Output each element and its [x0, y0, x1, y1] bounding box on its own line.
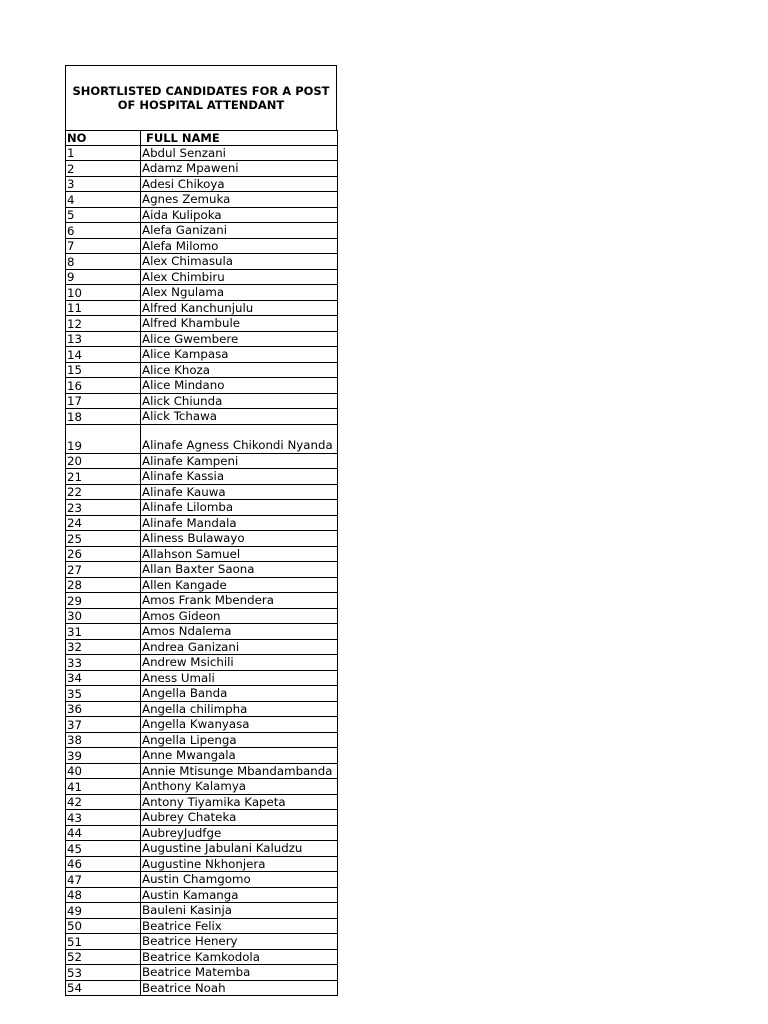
candidate-number: 25	[66, 531, 141, 547]
table-row	[66, 192, 338, 208]
table-row	[66, 347, 338, 363]
candidate-name: Antony Tiyamika Kapeta	[141, 794, 338, 810]
candidate-number: 42	[66, 794, 141, 810]
candidate-name: Aliness Bulawayo	[141, 531, 338, 547]
candidate-name: Alinafe Kassia	[141, 469, 338, 485]
candidate-name: Alice Khoza	[141, 362, 338, 378]
table-row	[66, 763, 338, 779]
candidate-number: 1	[66, 145, 141, 161]
table-row	[66, 701, 338, 717]
candidate-name: Adesi Chikoya	[141, 176, 338, 192]
candidate-name: Agnes Zemuka	[141, 192, 338, 208]
candidate-number: 23	[66, 500, 141, 516]
column-header-no: NO	[66, 131, 141, 146]
candidate-number: 38	[66, 732, 141, 748]
table-row	[66, 378, 338, 394]
table-row	[66, 670, 338, 686]
candidate-number: 14	[66, 347, 141, 363]
candidate-number: 32	[66, 639, 141, 655]
candidate-number: 39	[66, 748, 141, 764]
candidate-name: Amos Gideon	[141, 608, 338, 624]
table-row	[66, 934, 338, 950]
candidate-number: 49	[66, 903, 141, 919]
candidate-name: Alefa Milomo	[141, 238, 338, 254]
candidate-number: 34	[66, 670, 141, 686]
candidate-number: 4	[66, 192, 141, 208]
candidate-name: Alefa Ganizani	[141, 223, 338, 239]
candidate-name: Alfred Khambule	[141, 316, 338, 332]
candidate-name: Alinafe Kampeni	[141, 453, 338, 469]
table-row	[66, 285, 338, 301]
candidate-number: 18	[66, 409, 141, 425]
table-row	[66, 531, 338, 547]
table-row	[66, 717, 338, 733]
table-row	[66, 949, 338, 965]
candidate-name: Bauleni Kasinja	[141, 903, 338, 919]
table-row	[66, 469, 338, 485]
candidate-number: 30	[66, 608, 141, 624]
table-row	[66, 254, 338, 270]
table-row	[66, 546, 338, 562]
candidate-name: Amos Frank Mbendera	[141, 593, 338, 609]
candidate-name: Angella Banda	[141, 686, 338, 702]
candidate-name: Amos Ndalema	[141, 624, 338, 640]
candidate-number: 37	[66, 717, 141, 733]
candidate-name: Allahson Samuel	[141, 546, 338, 562]
candidate-number: 2	[66, 161, 141, 177]
candidate-name: Aubrey Chateka	[141, 810, 338, 826]
candidate-number: 27	[66, 562, 141, 578]
table-row	[66, 161, 338, 177]
candidate-name: Angella Lipenga	[141, 732, 338, 748]
table-row	[66, 965, 338, 981]
table-row	[66, 238, 338, 254]
candidate-number: 52	[66, 949, 141, 965]
candidate-name: Andrea Ganizani	[141, 639, 338, 655]
candidate-number: 24	[66, 515, 141, 531]
candidate-number: 21	[66, 469, 141, 485]
candidate-number: 45	[66, 841, 141, 857]
candidate-number: 50	[66, 918, 141, 934]
table-row	[66, 593, 338, 609]
candidate-name: Alinafe Agness Chikondi Nyanda	[141, 424, 338, 453]
candidate-number: 8	[66, 254, 141, 270]
candidate-number: 11	[66, 300, 141, 316]
candidate-number: 46	[66, 856, 141, 872]
candidate-number: 12	[66, 316, 141, 332]
table-row	[66, 316, 338, 332]
candidate-number: 41	[66, 779, 141, 795]
candidate-number: 29	[66, 593, 141, 609]
table-body	[66, 145, 338, 996]
table-row	[66, 794, 338, 810]
candidate-name: Alinafe Lilomba	[141, 500, 338, 516]
candidate-name: Augustine Nkhonjera	[141, 856, 338, 872]
candidate-number: 48	[66, 887, 141, 903]
table-row	[66, 393, 338, 409]
candidate-number: 53	[66, 965, 141, 981]
table-row	[66, 300, 338, 316]
candidate-name: Alinafe Mandala	[141, 515, 338, 531]
table-row	[66, 562, 338, 578]
candidate-number: 16	[66, 378, 141, 394]
candidate-number: 44	[66, 825, 141, 841]
candidate-name: Alick Tchawa	[141, 409, 338, 425]
table-row	[66, 515, 338, 531]
table-row	[66, 608, 338, 624]
candidate-name: Beatrice Felix	[141, 918, 338, 934]
candidate-number: 3	[66, 176, 141, 192]
table-row	[66, 269, 338, 285]
candidate-number: 33	[66, 655, 141, 671]
table-row	[66, 577, 338, 593]
candidate-name: Angella chilimpha	[141, 701, 338, 717]
candidate-name: Alex Ngulama	[141, 285, 338, 301]
candidate-name: Beatrice Noah	[141, 980, 338, 996]
table-row	[66, 409, 338, 425]
candidate-name: Alick Chiunda	[141, 393, 338, 409]
candidate-number: 13	[66, 331, 141, 347]
candidate-number: 31	[66, 624, 141, 640]
table-row	[66, 732, 338, 748]
table-row	[66, 624, 338, 640]
candidate-number: 35	[66, 686, 141, 702]
column-header-full-name: FULL NAME	[141, 131, 338, 146]
candidate-name: Allan Baxter Saona	[141, 562, 338, 578]
table-row	[66, 748, 338, 764]
candidate-number: 5	[66, 207, 141, 223]
candidate-name: Alinafe Kauwa	[141, 484, 338, 500]
table-row	[66, 779, 338, 795]
candidate-number: 22	[66, 484, 141, 500]
candidate-number: 10	[66, 285, 141, 301]
candidate-name: Alice Kampasa	[141, 347, 338, 363]
candidate-name: Alfred Kanchunjulu	[141, 300, 338, 316]
candidate-name: Austin Kamanga	[141, 887, 338, 903]
table-row	[66, 639, 338, 655]
table-row	[66, 825, 338, 841]
candidate-number: 6	[66, 223, 141, 239]
candidate-name: Abdul Senzani	[141, 145, 338, 161]
candidate-name: Beatrice Kamkodola	[141, 949, 338, 965]
candidate-name: Alice Gwembere	[141, 331, 338, 347]
candidate-name: Alex Chimbiru	[141, 269, 338, 285]
table-row	[66, 145, 338, 161]
candidate-name: Austin Chamgomo	[141, 872, 338, 888]
candidate-number: 19	[66, 424, 141, 453]
candidate-name: Aida Kulipoka	[141, 207, 338, 223]
candidate-number: 36	[66, 701, 141, 717]
table-row	[66, 918, 338, 934]
table-row	[66, 362, 338, 378]
candidate-name: Alice Mindano	[141, 378, 338, 394]
candidate-name: Andrew Msichili	[141, 655, 338, 671]
table-row	[66, 841, 338, 857]
table-row	[66, 424, 338, 453]
table-row	[66, 856, 338, 872]
table-row	[66, 176, 338, 192]
table-row	[66, 872, 338, 888]
table-row	[66, 903, 338, 919]
candidate-number: 47	[66, 872, 141, 888]
candidate-sheet	[65, 65, 337, 996]
candidate-number: 51	[66, 934, 141, 950]
candidate-number: 15	[66, 362, 141, 378]
table-row	[66, 655, 338, 671]
candidate-number: 9	[66, 269, 141, 285]
table-row	[66, 484, 338, 500]
table-row	[66, 331, 338, 347]
candidate-name: Anthony Kalamya	[141, 779, 338, 795]
candidate-name: Adamz Mpaweni	[141, 161, 338, 177]
candidate-number: 17	[66, 393, 141, 409]
candidate-name: Alex Chimasula	[141, 254, 338, 270]
candidate-number: 54	[66, 980, 141, 996]
table-row	[66, 453, 338, 469]
candidate-name: Augustine Jabulani Kaludzu	[141, 841, 338, 857]
table-row	[66, 686, 338, 702]
candidate-name: Angella Kwanyasa	[141, 717, 338, 733]
candidates-table	[65, 130, 338, 996]
candidate-number: 20	[66, 453, 141, 469]
candidate-name: Anne Mwangala	[141, 748, 338, 764]
table-row	[66, 500, 338, 516]
table-row	[66, 887, 338, 903]
candidate-number: 26	[66, 546, 141, 562]
document-title: SHORTLISTED CANDIDATES FOR A POST OF HOSPITAL ATTENDANT	[65, 65, 337, 130]
table-row	[66, 223, 338, 239]
candidate-name: Allen Kangade	[141, 577, 338, 593]
candidate-name: Beatrice Henery	[141, 934, 338, 950]
table-row	[66, 207, 338, 223]
candidate-name: Beatrice Matemba	[141, 965, 338, 981]
table-row	[66, 810, 338, 826]
table-row	[66, 980, 338, 996]
candidate-number: 28	[66, 577, 141, 593]
candidate-number: 43	[66, 810, 141, 826]
candidate-number: 7	[66, 238, 141, 254]
table-header-row	[66, 131, 338, 146]
candidate-number: 40	[66, 763, 141, 779]
candidate-name: Annie Mtisunge Mbandambanda	[141, 763, 338, 779]
candidate-name: Aness Umali	[141, 670, 338, 686]
candidate-name: AubreyJudfge	[141, 825, 338, 841]
